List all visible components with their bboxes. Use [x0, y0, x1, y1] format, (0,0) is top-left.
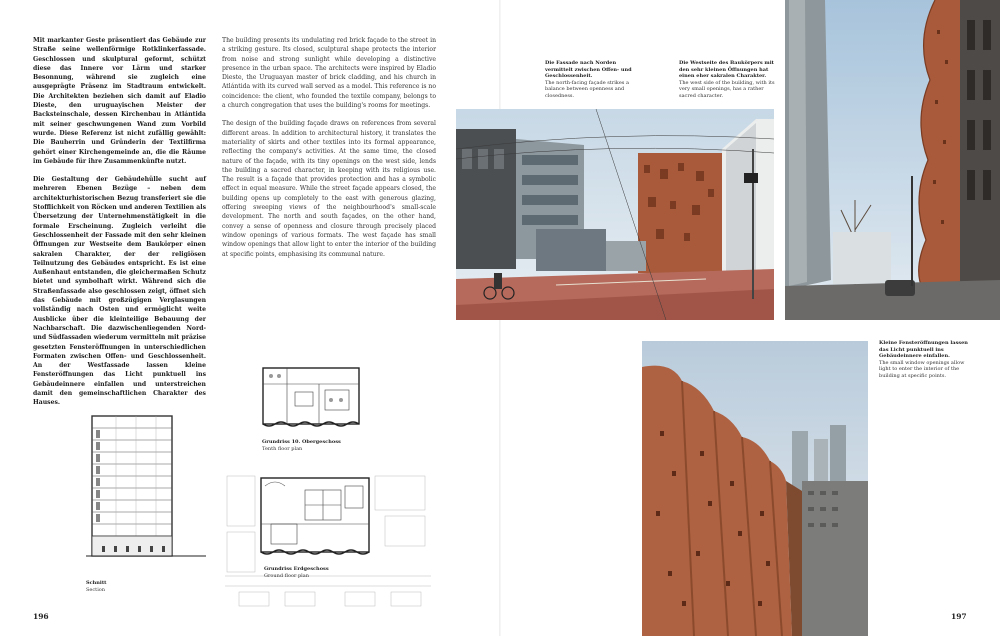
tenth-floor-plan-drawing — [259, 364, 363, 436]
north-facade-caption-en: The north-facing façade strikes a balance between openness and closedness. — [545, 79, 629, 99]
german-paragraph-1: Mit markanter Geste präsentiert das Gebäude zur Straße seine wellenförmige Rotklinkerfassade. Geschlossen und skulptural geformt, schützt diese das Innere vor Lärm und starker Besonnung, während sie zugleich eine ausgeprägte Präsenz im Stadtraum entwickelt. Die Architekten beziehen sich damit auf Eladio Dieste, den uruguayischen Meister der Backsteinschale, dessen Kirchenbau in Atlántida mit seiner geschwungenen Wand zum Vorbild wurde. Diese Referenz ist nicht zufällig gewählt: Die Bauherrin und Gründerin der Textilfirma gehört einer Kirchengemeinde an, die die Räume im Gebäude für ihre Zusammenkünfte nutzt. — [33, 37, 206, 165]
page-number-left: 196 — [33, 612, 49, 621]
west-side-caption — [679, 60, 779, 100]
section-caption-de: Schnitt — [86, 580, 107, 586]
north-facade-caption-de: Die Fassade nach Norden vermittelt zwischen Offen- und Geschlossenheit. — [545, 60, 632, 80]
tenth-floor-caption — [262, 439, 372, 452]
ground-floor-caption-en: Ground floor plan — [264, 572, 309, 579]
german-text-column — [33, 36, 206, 417]
section-drawing — [86, 412, 206, 584]
west-side-caption-de: Die Westseite des Baukörpers mit den sehr kleinen Öffnungen hat einen eher sakralen Charakter. — [679, 60, 774, 80]
page-number-right: 197 — [951, 612, 967, 621]
ground-floor-caption — [264, 566, 374, 579]
small-windows-caption-de: Kleine Fensteröffnungen lassen das Licht punktuell ins Gebäudeinnere einfallen. — [879, 340, 968, 360]
english-paragraph-1: The building presents its undulating red brick façade to the street in a striking gesture. Its closed, sculptural shape protects the interior from noise and strong sunlight while developing a distinctive presence in the urban space. The architects were inspired by Eladio Dieste, the Uruguayan master of brick cladding, and his church in Atlántida with its curved wall served as a model. This reference is no coincidence: the client, who founded the textile company, belongs to a church congregation that uses the building's rooms for meetings. — [222, 37, 436, 110]
west-side-caption-en: The west side of the building, with its very small openings, has a rather sacred character. — [679, 79, 775, 99]
ground-floor-caption-de: Grundriss Erdgeschoss — [264, 566, 329, 572]
english-text-column — [222, 36, 436, 268]
small-windows-caption-en: The small window openings allow light to enter the interior of the building at specific points. — [879, 359, 965, 379]
small-windows-caption — [879, 340, 974, 380]
english-paragraph-2: The design of the building façade draws on references from several different areas. In addition to architectural history, it translates the materiality of skirts and other textiles into its formal appearance, reflecting the company's activities. At the same time, the closed nature of the façade, with its tiny openings on the west side, lends the building a sacred character, in keeping with its religious use. The result is a façade that provides protection and has a symbolic effect in equal measure. While the street façade appears closed, the building opens up completely to the east with generous glazing, offering sweeping views of the neighbourhood's small-scale development. The north and south façades, on the other hand, convey a sense of openness and closure through precisely placed window openings of various formats. The west façade has small window openings that allow light to enter the interior of the building at specific points, emphasising its communal nature. — [222, 120, 436, 258]
street-photo — [456, 109, 774, 320]
tenth-floor-caption-en: Tenth floor plan — [262, 445, 303, 452]
section-caption-en: Section — [86, 586, 106, 593]
section-caption — [86, 580, 166, 593]
brick-facade-photo — [642, 341, 868, 636]
german-paragraph-2: Die Gestaltung der Gebäudehülle sucht auf mehreren Ebenen Bezüge – neben dem architekturhistorischen Bezug transferiert sie die Stofflichkeit von Röcken und anderen Textilien als Übersetzung der Unternehmenstätigkeit in die formale Erscheinung. Zugleich verleiht die Geschlossenheit der Fassade mit den sehr kleinen Öffnungen zur Westseite dem Baukörper einen sakralen Charakter, der der religiösen Teilnutzung des Gebäudes entspricht. Es ist eine Außenhaut entstanden, die gleichermaßen Schutz bietet und symbolhaft wirkt. Während sich die Straßenfassade also geschlossen zeigt, öffnet sich das Gebäude mit großzügigen Verglasungen vollständig nach Osten und ermöglicht weite Ausblicke über die kleinteilige Bebauung der Nachbarschaft. Die dazwischenliegenden Nord- und Südfassaden wiederum vermitteln mit präzise gesetzten Fensteröffnungen in unterschiedlichen Formaten zwischen Offen- und Geschlossenheit. An der Westfassade lassen kleine Fensteröffnungen das Licht punktuell ins Gebäudeinnere einfallen und unterstreichen damit den gemeinschaftlichen Charakter des Hauses. — [33, 176, 206, 407]
north-facade-caption — [545, 60, 635, 100]
tenth-floor-caption-de: Grundriss 10. Obergeschoss — [262, 439, 341, 445]
ground-floor-plan-drawing — [225, 472, 431, 612]
west-facade-photo — [785, 0, 1000, 320]
